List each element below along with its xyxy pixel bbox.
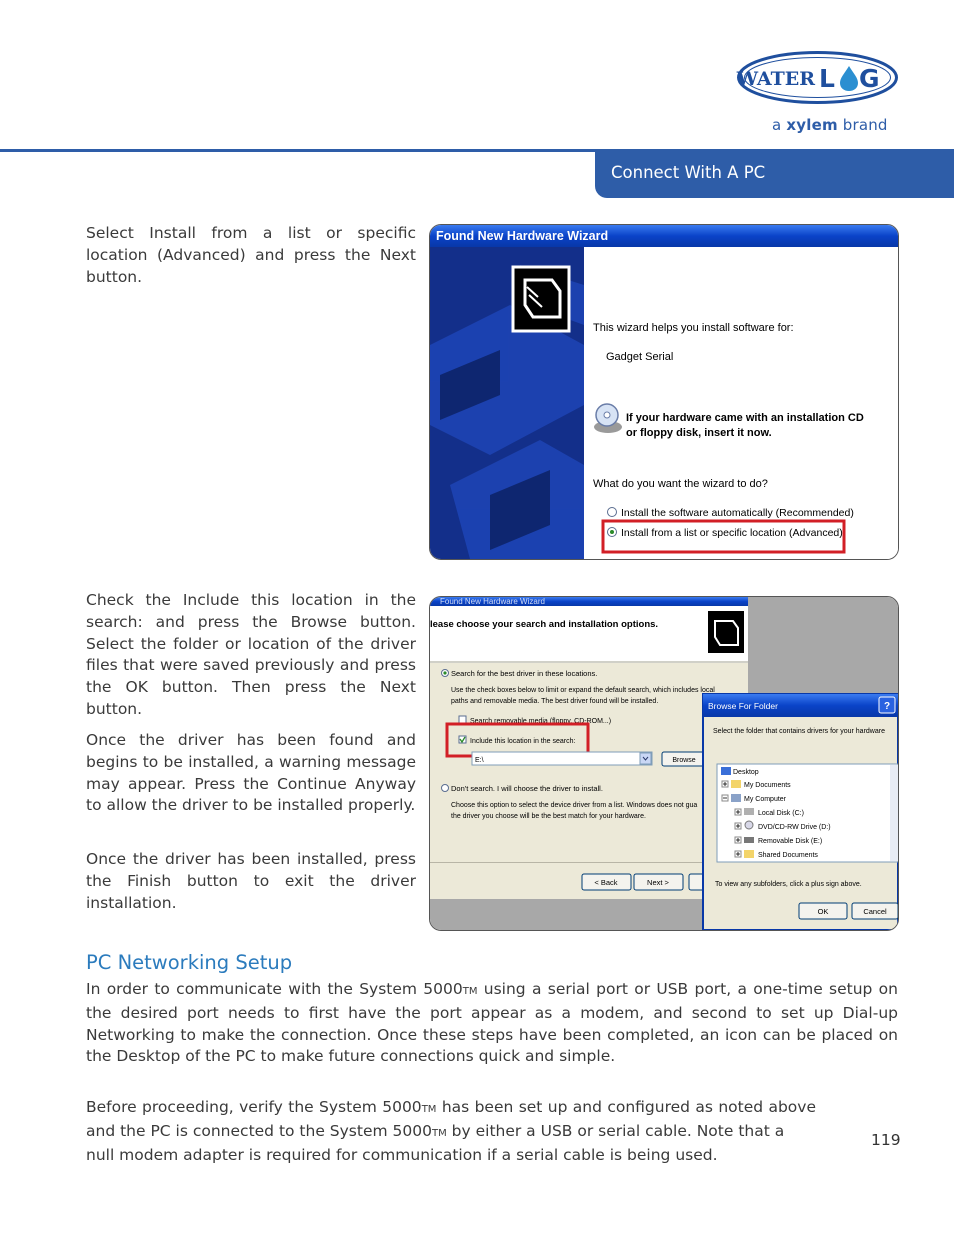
checkbox-removable-media[interactable] <box>459 716 466 723</box>
desktop-icon <box>721 767 731 775</box>
svg-text:Don't search. I will choose th: Don't search. I will choose the driver to install. <box>451 784 603 793</box>
svg-text:If your hardware came with an: If your hardware came with an installation CD <box>626 412 864 424</box>
svg-text:Select the folder that contain: Select the folder that contains drivers for your hardware <box>713 728 885 735</box>
svg-text:lease choose your search and i: lease choose your search and installation options. <box>430 619 659 630</box>
svg-text:This wizard helps you install: This wizard helps you install software for: <box>593 322 794 334</box>
radio-install-automatically[interactable] <box>608 508 617 517</box>
path-combobox[interactable] <box>472 752 652 765</box>
tree-item-my-computer[interactable]: My Computer <box>744 796 787 803</box>
svg-text:Choose this option to select t: Choose this option to select the device driver from a list. Windows does not gua <box>451 802 698 809</box>
svg-text:paths and removable media. The: paths and removable media. The best driver found will be installed. <box>451 698 659 705</box>
svg-text:L: L <box>819 64 835 93</box>
tree-item-my-documents[interactable]: My Documents <box>744 782 791 789</box>
radio-dont-search[interactable] <box>442 785 449 792</box>
waterlog-logo <box>736 50 899 105</box>
svg-text:OK: OK <box>817 907 829 916</box>
tree-item-shared-documents[interactable]: Shared Documents <box>758 852 818 859</box>
removable-disk-icon <box>744 837 754 843</box>
tree-item-removable-disk[interactable]: Removable Disk (E:) <box>758 838 823 845</box>
networking-prereq-paragraph: Before proceeding, verify the System 5000TM has been set up and configured as noted above and the PC is connected to the System 5000TM by either a USB or serial cable. Note that a null modem adapter is required for communication if a serial cable is being used. <box>86 1098 816 1164</box>
networking-intro-paragraph: In order to communicate with the System 5000TM using a serial port or USB port, a one-time setup on the desired port needs to first have the port appear as a modem, and second to set up Dial-up Networking to make the connection. Once these steps have been completed, an icon can be placed on the Desktop of the PC to make future connections quick and simple. <box>86 980 898 1066</box>
folder-icon <box>731 780 741 788</box>
folder-icon <box>744 850 754 858</box>
svg-text:the driver you choose will be: the driver you choose will be the best match for your hardware. <box>451 813 646 820</box>
tree-item-local-disk[interactable]: Local Disk (C:) <box>758 810 804 817</box>
svg-text:Install from a list or specifi: Install from a list or specific location (Advanced) <box>621 527 843 539</box>
wizard-title: Found New Hardware Wizard <box>436 229 609 243</box>
svg-text:Include this location in the s: Include this location in the search: <box>470 738 576 745</box>
instruction-install-from-list: Select Install from a list or specific location (Advanced) and press the Next button. <box>86 224 416 286</box>
computer-icon <box>731 794 741 802</box>
tree-item-desktop[interactable]: Desktop <box>733 769 759 776</box>
svg-text:?: ? <box>883 701 891 712</box>
svg-text:E:\: E:\ <box>475 757 484 764</box>
svg-text:What do you want the wizard to: What do you want the wizard to do? <box>593 478 768 490</box>
wizard-screenshot-browse-folder <box>429 596 899 931</box>
svg-text:WATER: WATER <box>736 68 815 90</box>
dvd-icon <box>745 821 753 829</box>
disk-icon <box>744 808 754 815</box>
svg-text:Cancel: Cancel <box>863 907 887 916</box>
device-name: Gadget Serial <box>606 351 674 363</box>
chevron-down-icon[interactable] <box>640 753 651 764</box>
svg-text:< Back: < Back <box>594 878 618 887</box>
instruction-finish: Once the driver has been installed, press the Finish button to exit the driver installation. <box>86 850 416 912</box>
svg-text:Browse For Folder: Browse For Folder <box>708 701 778 711</box>
svg-text:Search removable media (floppy: Search removable media (floppy, CD-ROM...) <box>470 718 612 725</box>
wizard-screenshot-install-options <box>429 224 899 560</box>
section-heading-pc-networking: PC Networking Setup <box>86 951 293 974</box>
svg-text:Browse: Browse <box>672 757 696 764</box>
section-tab: Connect With A PC <box>595 152 954 198</box>
instruction-include-location: Check the Include this location in the search: and press the Browse button. Select the folder or location of the driver files that were saved previously and press the OK button. Then press the Next button. <box>86 591 416 718</box>
svg-text:Install the software automatic: Install the software automatically (Recommended) <box>621 507 854 519</box>
svg-text:or floppy disk, insert it now.: or floppy disk, insert it now. <box>626 427 772 439</box>
browse-for-folder-dialog <box>703 694 898 930</box>
svg-text:Next >: Next > <box>647 878 669 887</box>
svg-text:Found New Hardware Wizard: Found New Hardware Wizard <box>440 597 545 606</box>
page-number: 119 <box>871 1131 901 1149</box>
svg-text:Search for the best driver in: Search for the best driver in these locations. <box>451 669 598 678</box>
tree-item-dvd-drive[interactable]: DVD/CD-RW Drive (D:) <box>758 824 831 831</box>
xylem-brand-tagline: a xylem brand <box>772 116 888 134</box>
svg-text:Use the check boxes below to l: Use the check boxes below to limit or expand the default search, which includes local <box>451 687 715 694</box>
svg-text:To view any subfolders, click: To view any subfolders, click a plus sign above. <box>715 881 862 888</box>
svg-text:G: G <box>859 64 880 93</box>
instruction-continue-anyway: Once the driver has been found and begins to be installed, a warning message may appear. Press the Continue Anyway to allow the driver to be installed properly. <box>86 731 416 815</box>
